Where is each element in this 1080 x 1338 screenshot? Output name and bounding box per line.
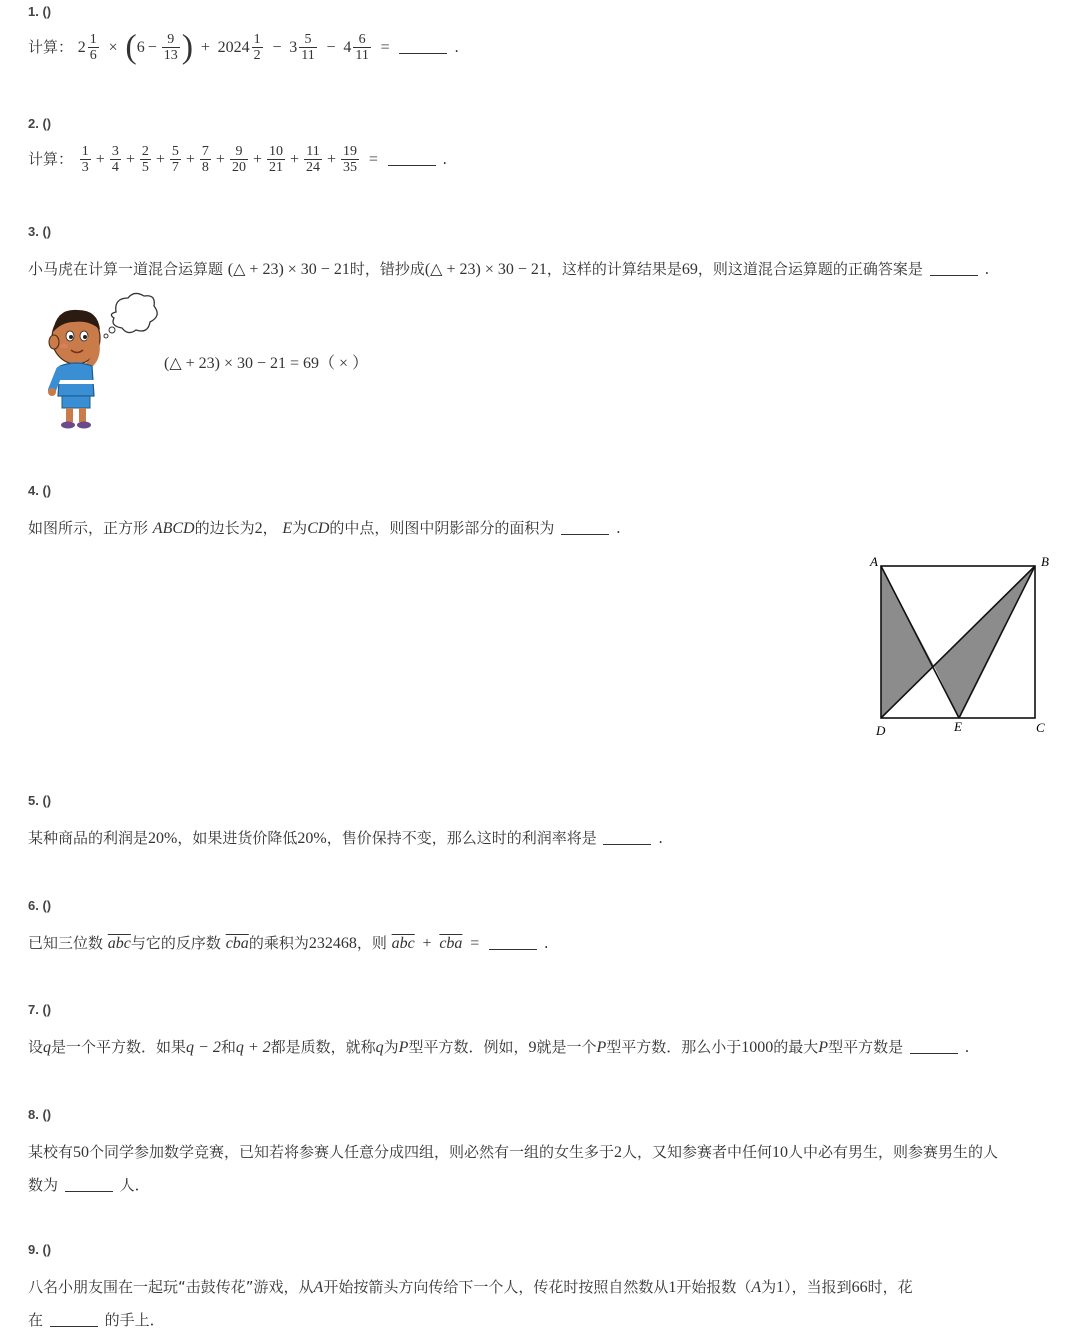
operator: + xyxy=(155,151,165,168)
question-body xyxy=(28,927,1060,960)
operator: = xyxy=(368,151,378,168)
text: 的乘积为 xyxy=(248,934,309,952)
variable: q xyxy=(43,1039,52,1056)
operator: + xyxy=(125,151,135,168)
fraction: $\frac{7}{8}$ xyxy=(201,144,209,175)
question-number: 7. () xyxy=(28,1002,52,1017)
number: 10 xyxy=(772,1144,789,1161)
text: ，这样的计算结果是 xyxy=(546,260,682,278)
period: . xyxy=(984,260,990,278)
text: 个同学参加数学竞赛，已知若将参赛人任意分成四组，则必然有一组的女生多于 xyxy=(89,1143,615,1161)
fraction: $\frac{19}{35}$ xyxy=(343,144,358,175)
text: 小马虎在计算一道混合运算题 xyxy=(28,260,224,278)
number: 2 xyxy=(614,1144,623,1161)
number: 20% xyxy=(148,830,178,847)
number: 2 xyxy=(254,520,263,537)
question-body xyxy=(28,1031,1060,1064)
operator: − xyxy=(147,39,157,56)
question-8 xyxy=(28,1107,1060,1201)
text: 和 xyxy=(220,1038,236,1056)
text: 为 xyxy=(761,1278,777,1296)
text: ，如果进货价降低 xyxy=(177,829,298,847)
text: 都是质数，就称 xyxy=(270,1038,376,1056)
variable: CD xyxy=(307,520,330,537)
operator: + xyxy=(215,151,225,168)
period: . xyxy=(543,934,549,952)
text: 型平方数是 xyxy=(828,1038,904,1056)
mixed-whole: 3 xyxy=(289,39,298,56)
text: 与它的反序数 xyxy=(130,934,221,952)
answer-blank[interactable] xyxy=(489,935,537,950)
fraction: $\frac{6}{11}$ xyxy=(355,32,369,63)
mixed-whole: 2 xyxy=(77,39,86,56)
fraction: $\frac{9}{20}$ xyxy=(231,144,246,175)
fraction-sum xyxy=(78,144,361,175)
fraction: $\frac{2}{5}$ xyxy=(141,144,149,175)
period: . xyxy=(616,519,621,537)
expression: (△ + 23) × 30 − 21 xyxy=(227,261,350,278)
question-body xyxy=(28,822,1060,855)
number: 6 xyxy=(136,39,145,56)
question-number: 2. () xyxy=(28,116,52,131)
question-body-line-2 xyxy=(28,1169,1060,1201)
number: 1 xyxy=(668,1279,677,1296)
variable: A xyxy=(313,1279,324,1296)
overline-number: $\overline{cba}$ xyxy=(225,935,249,952)
text: ，则这道混合运算题的正确答案是 xyxy=(697,260,923,278)
text: 八名小朋友围在一起玩“击鼓传花”游戏，从 xyxy=(28,1278,314,1296)
fraction: $\frac{10}{21}$ xyxy=(268,144,283,175)
fraction: $\frac{9}{13}$ xyxy=(163,32,178,63)
label-D: D xyxy=(876,723,886,738)
question-body xyxy=(28,253,1060,286)
expression: q − 2 xyxy=(186,1039,221,1056)
variable: P xyxy=(818,1039,829,1056)
number: 1000 xyxy=(741,1039,774,1056)
operator: + xyxy=(252,151,262,168)
text: 时，错抄成 xyxy=(349,260,425,278)
answer-blank[interactable] xyxy=(910,1039,958,1054)
operator: + xyxy=(185,151,195,168)
fraction: $\frac{1}{6}$ xyxy=(89,32,97,63)
boy-thinking-illustration xyxy=(44,292,164,432)
question-3 xyxy=(28,224,1060,286)
prefix-text: 计算： xyxy=(28,150,74,168)
operator: + xyxy=(327,151,337,168)
operator: + xyxy=(422,935,432,952)
period: . xyxy=(658,829,664,847)
text: 型平方数．那么小于 xyxy=(606,1038,742,1056)
text: 如图所示，正方形 xyxy=(28,519,149,537)
text: 时，花 xyxy=(867,1278,913,1296)
text: 为 xyxy=(383,1038,399,1056)
question-number: 6. () xyxy=(28,898,52,913)
answer-blank[interactable] xyxy=(388,151,436,166)
question-body-line-1 xyxy=(28,1136,1060,1169)
thought-cloud-icon xyxy=(104,293,157,338)
question-5 xyxy=(28,793,1060,855)
text: 人，又知参赛者中任何 xyxy=(622,1143,773,1161)
shaded-region-left xyxy=(881,566,934,718)
question-body xyxy=(28,512,1060,545)
expression: q + 2 xyxy=(235,1039,271,1056)
variable: q xyxy=(375,1039,384,1056)
expression: (△ + 23) × 30 − 21 xyxy=(424,261,547,278)
text: 数为 xyxy=(28,1176,59,1194)
variable: E xyxy=(282,520,293,537)
label-E: E xyxy=(954,719,962,734)
number: 20% xyxy=(297,830,327,847)
fraction: $\frac{3}{4}$ xyxy=(111,144,119,175)
question-9 xyxy=(28,1242,1060,1336)
square-figure xyxy=(866,552,1056,742)
operator: − xyxy=(272,39,282,56)
answer-blank[interactable] xyxy=(50,1312,98,1327)
fraction: $\frac{1}{3}$ xyxy=(81,144,89,175)
text: 为 xyxy=(292,519,308,537)
question-body-line-1 xyxy=(28,1271,1060,1304)
period: . xyxy=(964,1038,970,1056)
fraction: $\frac{1}{2}$ xyxy=(253,32,261,63)
variable: P xyxy=(596,1039,607,1056)
question-body xyxy=(28,28,1060,66)
shaded-region-right xyxy=(934,566,1035,718)
question-body xyxy=(28,143,1060,176)
text: 的手上． xyxy=(104,1311,165,1329)
text: 是一个平方数．如果 xyxy=(51,1038,187,1056)
fraction: $\frac{5}{11}$ xyxy=(301,32,315,63)
fraction: $\frac{5}{7}$ xyxy=(171,144,179,175)
operator: × xyxy=(108,39,118,56)
text: 就是一个 xyxy=(536,1038,597,1056)
text: 型平方数．例如， xyxy=(408,1038,529,1056)
text: 的最大 xyxy=(773,1038,819,1056)
variable: ABCD xyxy=(152,520,195,537)
operator: + xyxy=(200,39,210,56)
operator: + xyxy=(95,151,105,168)
label-A: A xyxy=(870,554,878,569)
text: 某校有 xyxy=(28,1143,74,1161)
text: 的边长为 xyxy=(194,519,255,537)
question-7 xyxy=(28,1002,1060,1064)
question-number: 3. () xyxy=(28,224,52,239)
operator: + xyxy=(289,151,300,168)
question-2 xyxy=(28,116,1060,176)
text: ， xyxy=(262,519,278,537)
operator: − xyxy=(326,39,336,56)
fraction: $\frac{11}{24}$ xyxy=(306,144,321,175)
overline-number: $\overline{cba}$ xyxy=(439,935,463,952)
answer-blank[interactable] xyxy=(65,1177,113,1192)
answer-blank[interactable] xyxy=(561,520,609,535)
question-number: 9. () xyxy=(28,1242,52,1257)
question-number: 5. () xyxy=(28,793,52,808)
label-C: C xyxy=(1036,720,1045,735)
text: 人． xyxy=(119,1176,150,1194)
text: 的中点，则图中阴影部分的面积为 xyxy=(329,519,555,537)
text: 开始按箭头方向传给下一个人，传花时按照自然数从 xyxy=(323,1278,669,1296)
answer-blank[interactable] xyxy=(930,261,978,276)
question-body-line-2 xyxy=(28,1304,1060,1336)
overline-number: $\overline{abc}$ xyxy=(391,935,415,952)
text: 在 xyxy=(28,1311,44,1329)
period: . xyxy=(442,150,448,168)
question-number: 8. () xyxy=(28,1107,52,1122)
answer-blank[interactable] xyxy=(603,830,651,845)
mixed-whole: 4 xyxy=(343,39,352,56)
variable: P xyxy=(398,1039,409,1056)
text: 开始报数（ xyxy=(676,1278,752,1296)
text: 人中必有男生，则参赛男生的人 xyxy=(788,1143,999,1161)
operator: = xyxy=(470,935,480,952)
right-paren: ) xyxy=(181,28,194,66)
text: 已知三位数 xyxy=(28,934,104,952)
number: 232468 xyxy=(308,935,357,952)
number: 9 xyxy=(528,1039,537,1056)
question-6 xyxy=(28,898,1060,960)
mixed-whole: 2024 xyxy=(217,39,250,56)
number: 69 xyxy=(681,261,698,278)
overline-number: $\overline{abc}$ xyxy=(107,935,131,952)
variable: A xyxy=(751,1279,762,1296)
question-4 xyxy=(28,483,1060,545)
label-B: B xyxy=(1041,554,1049,569)
text: ，售价保持不变，那么这时的利润率将是 xyxy=(326,829,597,847)
text: 某种商品的利润是 xyxy=(28,829,149,847)
answer-blank[interactable] xyxy=(399,39,447,54)
number: 66 xyxy=(851,1279,868,1296)
caption-expression: (△ + 23) × 30 − 21 = 69（ × ） xyxy=(164,355,369,372)
number: 50 xyxy=(73,1144,90,1161)
operator: = xyxy=(380,39,390,56)
number: 1 xyxy=(776,1279,785,1296)
period: . xyxy=(454,38,459,56)
prefix-text: 计算： xyxy=(28,38,74,56)
question-number: 4. () xyxy=(28,483,52,498)
left-paren: ( xyxy=(125,28,137,66)
text: ，则 xyxy=(356,934,387,952)
question-1 xyxy=(28,4,1060,64)
question-number: 1. () xyxy=(28,4,52,19)
text: ），当报到 xyxy=(784,1278,852,1296)
text: 设 xyxy=(28,1038,44,1056)
